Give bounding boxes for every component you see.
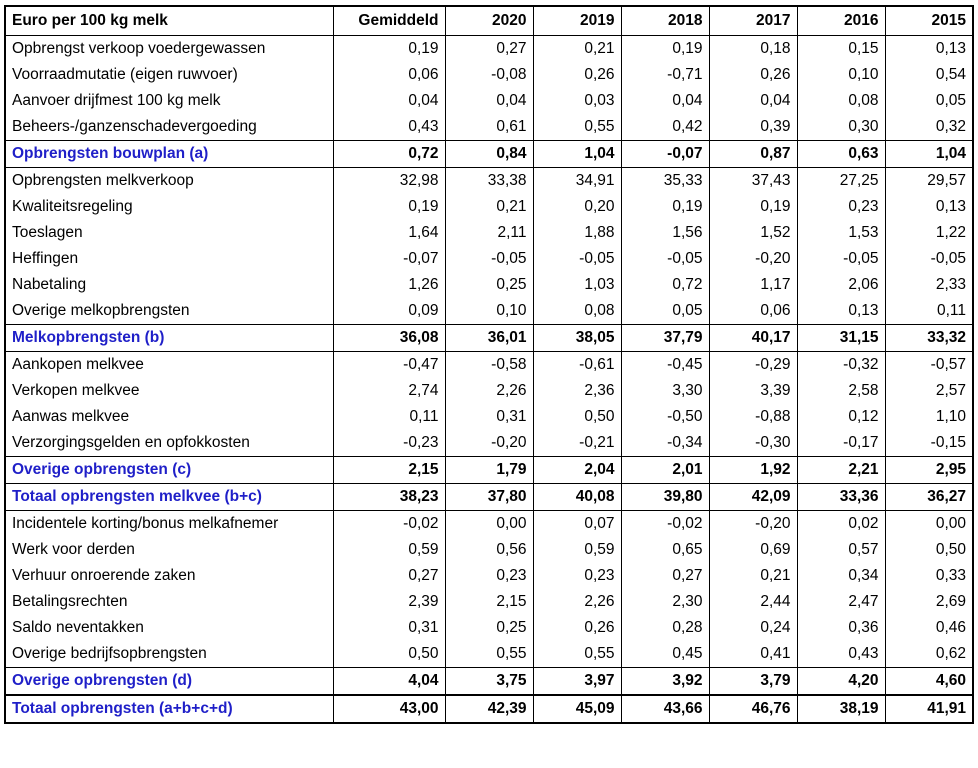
row-value-2019: 1,03	[533, 272, 621, 298]
row-label: Betalingsrechten	[5, 589, 333, 615]
row-value-2016: 0,13	[797, 298, 885, 325]
row-label: Overige opbrengsten (d)	[5, 668, 333, 696]
table-row-subtotal	[5, 484, 973, 511]
row-label: Opbrengst verkoop voedergewassen	[5, 36, 333, 63]
table-row	[5, 563, 973, 589]
row-value-2018: -0,07	[621, 141, 709, 168]
row-value-2017: -0,88	[709, 404, 797, 430]
row-value-gemiddeld: 32,98	[333, 168, 445, 195]
table-row	[5, 220, 973, 246]
row-label: Beheers-/ganzenschadevergoeding	[5, 114, 333, 141]
row-value-2017: 0,87	[709, 141, 797, 168]
row-value-2017: 0,24	[709, 615, 797, 641]
row-value-2019: 0,59	[533, 537, 621, 563]
row-value-2020: 0,00	[445, 511, 533, 538]
row-value-2019: 0,20	[533, 194, 621, 220]
row-value-2016: 38,19	[797, 695, 885, 723]
row-value-gemiddeld: 1,64	[333, 220, 445, 246]
row-value-2015: 0,13	[885, 194, 973, 220]
row-label: Verkopen melkvee	[5, 378, 333, 404]
row-value-2016: 2,21	[797, 457, 885, 484]
header-column-2018: 2018	[621, 6, 709, 36]
row-value-2020: 2,11	[445, 220, 533, 246]
row-label: Overige bedrijfsopbrengsten	[5, 641, 333, 668]
row-value-2016: 0,34	[797, 563, 885, 589]
row-value-2018: 0,04	[621, 88, 709, 114]
row-value-2020: 0,04	[445, 88, 533, 114]
row-value-2015: 2,69	[885, 589, 973, 615]
row-value-gemiddeld: 0,27	[333, 563, 445, 589]
row-value-2017: 0,18	[709, 36, 797, 63]
row-value-2019: 0,21	[533, 36, 621, 63]
row-value-2019: -0,61	[533, 352, 621, 379]
row-value-2018: 2,01	[621, 457, 709, 484]
row-value-2016: -0,32	[797, 352, 885, 379]
row-value-2020: -0,08	[445, 62, 533, 88]
table-row	[5, 88, 973, 114]
row-value-2016: -0,05	[797, 246, 885, 272]
row-value-2015: 0,05	[885, 88, 973, 114]
row-value-gemiddeld: 0,59	[333, 537, 445, 563]
table-row	[5, 511, 973, 538]
row-value-2019: 2,26	[533, 589, 621, 615]
row-value-2019: 0,07	[533, 511, 621, 538]
table-row	[5, 168, 973, 195]
row-label: Verhuur onroerende zaken	[5, 563, 333, 589]
row-value-2015: 36,27	[885, 484, 973, 511]
row-value-2015: 0,11	[885, 298, 973, 325]
row-value-2020: 3,75	[445, 668, 533, 696]
row-value-2020: 0,56	[445, 537, 533, 563]
table-header-row	[5, 6, 973, 36]
table-row	[5, 537, 973, 563]
row-value-2020: 0,21	[445, 194, 533, 220]
row-value-2019: -0,05	[533, 246, 621, 272]
row-value-2015: 29,57	[885, 168, 973, 195]
row-value-2019: 40,08	[533, 484, 621, 511]
row-value-2018: 39,80	[621, 484, 709, 511]
row-value-2017: 0,19	[709, 194, 797, 220]
row-value-2018: 0,28	[621, 615, 709, 641]
row-value-2019: 2,36	[533, 378, 621, 404]
row-label: Overige opbrengsten (c)	[5, 457, 333, 484]
row-value-2018: 43,66	[621, 695, 709, 723]
row-value-gemiddeld: 0,09	[333, 298, 445, 325]
row-value-gemiddeld: 0,50	[333, 641, 445, 668]
header-column-2019: 2019	[533, 6, 621, 36]
row-value-2020: -0,20	[445, 430, 533, 457]
row-value-2018: -0,50	[621, 404, 709, 430]
row-value-2018: 35,33	[621, 168, 709, 195]
row-value-2017: 1,52	[709, 220, 797, 246]
row-value-gemiddeld: 4,04	[333, 668, 445, 696]
row-value-2017: 1,92	[709, 457, 797, 484]
row-value-2019: 0,55	[533, 114, 621, 141]
header-column-2016: 2016	[797, 6, 885, 36]
row-value-2020: 0,27	[445, 36, 533, 63]
row-value-2020: 0,10	[445, 298, 533, 325]
row-value-2017: -0,20	[709, 246, 797, 272]
row-value-2016: 0,30	[797, 114, 885, 141]
row-value-2018: 0,19	[621, 194, 709, 220]
row-value-2016: 0,10	[797, 62, 885, 88]
row-value-gemiddeld: -0,47	[333, 352, 445, 379]
table-row	[5, 404, 973, 430]
row-value-2018: -0,02	[621, 511, 709, 538]
row-value-2016: 0,15	[797, 36, 885, 63]
row-value-2017: 42,09	[709, 484, 797, 511]
row-value-2016: 0,12	[797, 404, 885, 430]
header-column-gemiddeld: Gemiddeld	[333, 6, 445, 36]
row-value-2020: 0,25	[445, 272, 533, 298]
row-value-2019: 0,26	[533, 615, 621, 641]
revenue-table-container	[4, 5, 972, 724]
table-row	[5, 36, 973, 63]
table-row	[5, 114, 973, 141]
row-value-gemiddeld: 0,06	[333, 62, 445, 88]
row-value-2020: 33,38	[445, 168, 533, 195]
row-value-2017: 0,39	[709, 114, 797, 141]
row-value-2016: 0,23	[797, 194, 885, 220]
row-value-2018: -0,45	[621, 352, 709, 379]
row-label: Saldo neventakken	[5, 615, 333, 641]
row-label: Totaal opbrengsten melkvee (b+c)	[5, 484, 333, 511]
row-value-gemiddeld: 38,23	[333, 484, 445, 511]
row-value-2016: 0,43	[797, 641, 885, 668]
row-value-2016: 0,08	[797, 88, 885, 114]
row-value-gemiddeld: -0,02	[333, 511, 445, 538]
row-value-2017: 0,69	[709, 537, 797, 563]
row-value-2015: 0,50	[885, 537, 973, 563]
row-value-2015: 0,54	[885, 62, 973, 88]
row-label: Werk voor derden	[5, 537, 333, 563]
row-label: Toeslagen	[5, 220, 333, 246]
row-value-2018: 0,42	[621, 114, 709, 141]
row-label: Aanvoer drijfmest 100 kg melk	[5, 88, 333, 114]
row-value-2019: 0,23	[533, 563, 621, 589]
row-value-2018: 0,19	[621, 36, 709, 63]
table-row	[5, 378, 973, 404]
row-value-gemiddeld: 0,31	[333, 615, 445, 641]
table-row	[5, 298, 973, 325]
row-value-2018: 2,30	[621, 589, 709, 615]
revenue-table	[4, 5, 974, 724]
row-value-2016: 0,02	[797, 511, 885, 538]
row-value-gemiddeld: 2,74	[333, 378, 445, 404]
row-value-2020: 36,01	[445, 325, 533, 352]
row-value-2019: 34,91	[533, 168, 621, 195]
row-value-2017: 0,04	[709, 88, 797, 114]
row-value-2018: 3,92	[621, 668, 709, 696]
table-row	[5, 62, 973, 88]
row-label: Overige melkopbrengsten	[5, 298, 333, 325]
row-value-gemiddeld: 0,04	[333, 88, 445, 114]
row-value-2015: -0,05	[885, 246, 973, 272]
row-value-2020: 0,55	[445, 641, 533, 668]
row-value-2017: 46,76	[709, 695, 797, 723]
row-value-2019: 2,04	[533, 457, 621, 484]
row-value-2016: 2,47	[797, 589, 885, 615]
row-value-2018: 1,56	[621, 220, 709, 246]
row-value-gemiddeld: 0,19	[333, 36, 445, 63]
table-row	[5, 352, 973, 379]
row-value-gemiddeld: 0,72	[333, 141, 445, 168]
table-row-subtotal	[5, 325, 973, 352]
row-value-2018: 0,65	[621, 537, 709, 563]
row-value-2017: 0,41	[709, 641, 797, 668]
row-label: Incidentele korting/bonus melkafnemer	[5, 511, 333, 538]
row-value-2019: 38,05	[533, 325, 621, 352]
row-value-2019: -0,21	[533, 430, 621, 457]
row-value-2016: 0,36	[797, 615, 885, 641]
row-value-2019: 0,03	[533, 88, 621, 114]
row-value-2018: 0,72	[621, 272, 709, 298]
row-value-gemiddeld: 0,43	[333, 114, 445, 141]
row-value-2019: 3,97	[533, 668, 621, 696]
row-value-2017: 0,21	[709, 563, 797, 589]
table-row	[5, 430, 973, 457]
row-label: Heffingen	[5, 246, 333, 272]
header-label-column: Euro per 100 kg melk	[5, 6, 333, 36]
row-value-2020: 2,26	[445, 378, 533, 404]
row-value-2015: 0,00	[885, 511, 973, 538]
row-value-2016: 31,15	[797, 325, 885, 352]
row-value-2017: -0,29	[709, 352, 797, 379]
row-value-2020: 0,23	[445, 563, 533, 589]
row-value-2016: -0,17	[797, 430, 885, 457]
row-label: Aanwas melkvee	[5, 404, 333, 430]
row-value-2015: 2,57	[885, 378, 973, 404]
row-value-gemiddeld: 2,39	[333, 589, 445, 615]
row-value-2016: 2,06	[797, 272, 885, 298]
row-value-2015: 1,10	[885, 404, 973, 430]
row-value-2015: 0,33	[885, 563, 973, 589]
row-value-2016: 0,57	[797, 537, 885, 563]
table-row	[5, 641, 973, 668]
row-label: Opbrengsten melkverkoop	[5, 168, 333, 195]
row-value-2016: 27,25	[797, 168, 885, 195]
row-value-2017: 1,17	[709, 272, 797, 298]
header-column-2020: 2020	[445, 6, 533, 36]
row-value-2016: 0,63	[797, 141, 885, 168]
row-value-2018: 3,30	[621, 378, 709, 404]
row-value-2019: 0,26	[533, 62, 621, 88]
row-value-2015: 41,91	[885, 695, 973, 723]
row-value-2020: 42,39	[445, 695, 533, 723]
table-row-subtotal	[5, 695, 973, 723]
table-row-subtotal	[5, 457, 973, 484]
table-row-subtotal	[5, 141, 973, 168]
table-row	[5, 272, 973, 298]
row-label: Totaal opbrengsten (a+b+c+d)	[5, 695, 333, 723]
row-value-2017: 37,43	[709, 168, 797, 195]
row-value-2015: 4,60	[885, 668, 973, 696]
row-value-2016: 4,20	[797, 668, 885, 696]
row-value-2018: 0,05	[621, 298, 709, 325]
row-value-2017: 0,26	[709, 62, 797, 88]
row-value-gemiddeld: -0,23	[333, 430, 445, 457]
row-value-2015: 0,13	[885, 36, 973, 63]
row-value-2018: -0,05	[621, 246, 709, 272]
row-value-gemiddeld: 0,19	[333, 194, 445, 220]
row-value-2016: 2,58	[797, 378, 885, 404]
row-value-2020: 0,84	[445, 141, 533, 168]
row-value-2020: 0,31	[445, 404, 533, 430]
row-value-2015: 1,22	[885, 220, 973, 246]
table-row-subtotal	[5, 668, 973, 696]
row-value-gemiddeld: -0,07	[333, 246, 445, 272]
row-value-2015: 0,62	[885, 641, 973, 668]
row-value-2016: 33,36	[797, 484, 885, 511]
row-value-2017: -0,30	[709, 430, 797, 457]
row-value-2016: 1,53	[797, 220, 885, 246]
row-value-2020: -0,58	[445, 352, 533, 379]
row-value-2015: 33,32	[885, 325, 973, 352]
table-row	[5, 589, 973, 615]
row-value-2018: 0,45	[621, 641, 709, 668]
row-value-2015: 1,04	[885, 141, 973, 168]
row-value-2018: 37,79	[621, 325, 709, 352]
row-value-gemiddeld: 0,11	[333, 404, 445, 430]
row-value-2015: 0,32	[885, 114, 973, 141]
row-value-2015: -0,57	[885, 352, 973, 379]
row-label: Voorraadmutatie (eigen ruwvoer)	[5, 62, 333, 88]
row-value-2019: 1,04	[533, 141, 621, 168]
table-body	[5, 36, 973, 724]
row-label: Melkopbrengsten (b)	[5, 325, 333, 352]
row-label: Verzorgingsgelden en opfokkosten	[5, 430, 333, 457]
row-value-gemiddeld: 2,15	[333, 457, 445, 484]
row-value-2019: 1,88	[533, 220, 621, 246]
row-value-2020: -0,05	[445, 246, 533, 272]
header-column-2015: 2015	[885, 6, 973, 36]
row-value-2017: 2,44	[709, 589, 797, 615]
row-value-2017: 0,06	[709, 298, 797, 325]
row-value-2019: 0,55	[533, 641, 621, 668]
row-value-gemiddeld: 36,08	[333, 325, 445, 352]
row-value-2019: 0,50	[533, 404, 621, 430]
row-value-2020: 1,79	[445, 457, 533, 484]
table-row	[5, 615, 973, 641]
row-value-2020: 0,25	[445, 615, 533, 641]
table-row	[5, 194, 973, 220]
row-value-2020: 0,61	[445, 114, 533, 141]
row-value-2019: 0,08	[533, 298, 621, 325]
row-value-gemiddeld: 1,26	[333, 272, 445, 298]
row-value-gemiddeld: 43,00	[333, 695, 445, 723]
row-value-2017: 40,17	[709, 325, 797, 352]
row-value-2018: -0,34	[621, 430, 709, 457]
row-value-2017: -0,20	[709, 511, 797, 538]
row-value-2017: 3,39	[709, 378, 797, 404]
row-value-2018: -0,71	[621, 62, 709, 88]
table-row	[5, 246, 973, 272]
row-value-2020: 2,15	[445, 589, 533, 615]
row-value-2017: 3,79	[709, 668, 797, 696]
row-label: Aankopen melkvee	[5, 352, 333, 379]
row-value-2015: 2,33	[885, 272, 973, 298]
header-column-2017: 2017	[709, 6, 797, 36]
row-value-2020: 37,80	[445, 484, 533, 511]
row-value-2015: 0,46	[885, 615, 973, 641]
row-label: Kwaliteitsregeling	[5, 194, 333, 220]
row-value-2015: -0,15	[885, 430, 973, 457]
row-label: Opbrengsten bouwplan (a)	[5, 141, 333, 168]
row-value-2015: 2,95	[885, 457, 973, 484]
row-value-2019: 45,09	[533, 695, 621, 723]
row-value-2018: 0,27	[621, 563, 709, 589]
row-label: Nabetaling	[5, 272, 333, 298]
